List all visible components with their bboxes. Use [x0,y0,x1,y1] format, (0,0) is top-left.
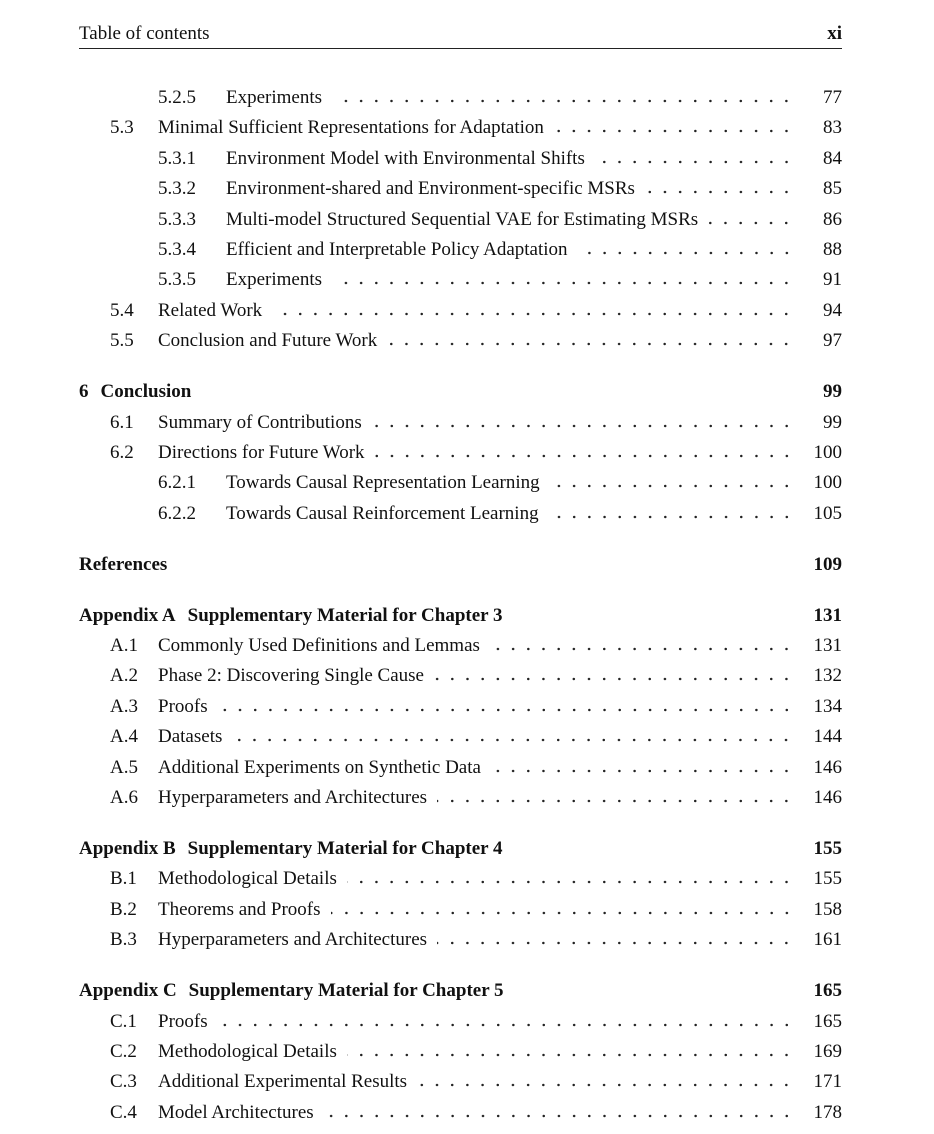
entry-page-number: 131 [813,604,842,626]
entry-page-number: 84 [823,147,842,169]
entry-page-number: 77 [823,87,842,108]
entry-page-number: 165 [813,980,842,1002]
entry-title: Commonly Used Definitions and Lemmas [158,635,480,657]
entry-number: 5.4 [110,299,134,321]
dot-leader [513,617,795,621]
dot-leader [201,393,794,397]
dot-leader [549,515,794,519]
toc-entry-subsection[interactable] [79,144,842,174]
toc-entry-section[interactable] [79,722,842,752]
dot-leader [332,99,794,103]
entry-number: C.2 [110,1040,137,1062]
entry-page-number: 158 [813,898,842,920]
entry-title: Towards Causal Reinforcement Learning [226,502,539,524]
entry-number: A.2 [110,665,138,687]
entry-title: Environment-shared and Environment-specific MSRs [226,178,635,200]
table-of-contents [79,83,842,1128]
entry-number: B.3 [110,929,137,951]
entry-title: Conclusion [100,381,192,403]
toc-entry-section[interactable] [79,1067,842,1097]
toc-entry-section[interactable] [79,408,842,438]
dot-leader [387,342,794,346]
entry-number: 5.3.5 [158,269,196,291]
entry-page-number: 146 [813,786,842,808]
entry-number: 6 [79,381,89,403]
toc-entry-section[interactable] [79,753,842,783]
entry-page-number: 91 [823,269,842,291]
entry-title: Proofs [158,1010,208,1032]
toc-entry-chapter[interactable] [79,976,842,1006]
entry-page-number: 85 [823,178,842,200]
toc-entry-section[interactable] [79,326,842,356]
entry-page-number: 86 [823,208,842,230]
entry-number: 6.2.1 [158,472,196,494]
entry-number: Appendix B [79,837,176,859]
entry-page-number: 100 [813,441,842,463]
entry-title: Environment Model with Environmental Shifts [226,147,585,169]
dot-leader [232,738,794,742]
entry-page-number: 155 [813,868,842,890]
dot-leader [437,799,794,803]
entry-page-number: 146 [813,756,842,778]
dot-leader [437,941,794,945]
toc-entry-subsection[interactable] [79,468,842,498]
entry-title: Methodological Details [158,1040,337,1062]
entry-page-number: 132 [813,665,842,687]
dot-leader [332,281,794,285]
entry-title: Conclusion and Future Work [158,330,378,352]
entry-number: 6.1 [110,411,134,433]
dot-leader [578,251,794,255]
entry-title: Supplementary Material for Chapter 3 [187,604,503,626]
entry-title: Methodological Details [158,868,337,890]
entry-page-number: 171 [813,1071,842,1093]
dot-leader [595,160,794,164]
entry-title: Summary of Contributions [158,411,362,433]
toc-entry-section[interactable] [79,438,842,468]
entry-number: B.2 [110,898,137,920]
entry-title: Hyperparameters and Architectures [158,929,428,951]
entry-page-number: 83 [823,117,842,139]
toc-entry-section[interactable] [79,895,842,925]
toc-entry-subsection[interactable] [79,83,842,113]
entry-title: Proofs [158,695,208,717]
entry-title: Minimal Sufficient Representations for Adaptation [158,117,544,139]
entry-number: 5.3.4 [158,238,196,260]
entry-title: Additional Experimental Results [158,1071,408,1093]
header-title: Table of contents [79,23,210,44]
entry-title: Efficient and Interpretable Policy Adaptation [226,238,568,260]
entry-number: C.3 [110,1071,137,1093]
entry-title: Additional Experiments on Synthetic Data [158,756,481,778]
dot-leader [490,647,794,651]
toc-entry-section[interactable] [79,631,842,661]
toc-entry-chapter[interactable] [79,834,842,864]
entry-number: A.3 [110,695,138,717]
entry-number: C.4 [110,1101,137,1123]
dot-leader [645,190,794,194]
entry-number: 6.2.2 [158,502,196,524]
dot-leader [331,911,794,915]
dot-leader [550,484,794,488]
dot-leader [514,992,794,996]
entry-number: 5.5 [110,330,134,352]
toc-entry-section[interactable] [79,296,842,326]
toc-entry-section[interactable] [79,864,842,894]
entry-page-number: 131 [813,635,842,657]
entry-number: Appendix C [79,980,177,1002]
entry-page-number: 94 [823,299,842,321]
toc-entry-section[interactable] [79,1098,842,1128]
dot-leader [372,424,794,428]
dot-leader [434,677,794,681]
toc-entry-section[interactable] [79,925,842,955]
entry-number: 5.3.2 [158,178,196,200]
toc-entry-section[interactable] [79,113,842,143]
toc-entry-section[interactable] [79,783,842,813]
dot-leader [513,850,795,854]
entry-page-number: 178 [813,1101,842,1123]
entry-page-number: 99 [823,411,842,433]
dot-leader [708,221,794,225]
entry-page-number: 155 [813,837,842,859]
dot-leader [417,1083,794,1087]
entry-page-number: 134 [813,695,842,717]
toc-entry-subsection[interactable] [79,205,842,235]
entry-number: 5.3.3 [158,208,196,230]
entry-number: 5.2.5 [158,87,196,108]
toc-entry-section[interactable] [79,661,842,691]
dot-leader [177,566,794,570]
entry-title: Experiments [226,269,323,291]
entry-title: Phase 2: Discovering Single Cause [158,665,424,687]
entry-title: Theorems and Proofs [158,898,321,920]
entry-page-number: 99 [823,381,842,403]
entry-page-number: 144 [813,726,842,748]
toc-entry-subsection[interactable] [79,265,842,295]
entry-number: 5.3 [110,117,134,139]
entry-page-number: 105 [813,502,842,524]
toc-entry-section[interactable] [79,692,842,722]
entry-title: Datasets [158,726,223,748]
dot-leader [554,129,794,133]
entry-title: Model Architectures [158,1101,314,1123]
entry-number: A.1 [110,635,138,657]
dot-leader [491,769,794,773]
entry-number: A.4 [110,726,138,748]
toc-entry-subsection[interactable] [79,174,842,204]
dot-leader [218,1023,794,1027]
entry-number: B.1 [110,868,137,890]
toc-entry-chapter[interactable] [79,601,842,631]
entry-title: Multi-model Structured Sequential VAE for Estimating MSRs [226,208,699,230]
entry-title: References [79,553,168,575]
toc-entry-section[interactable] [79,1037,842,1067]
running-header [79,22,842,49]
entry-number: A.6 [110,786,138,808]
entry-number: C.1 [110,1010,137,1032]
dot-leader [347,1053,794,1057]
entry-page-number: 88 [823,238,842,260]
entry-page-number: 169 [813,1040,842,1062]
entry-title: Towards Causal Representation Learning [226,472,540,494]
dot-leader [218,708,794,712]
toc-entry-subsection[interactable] [79,235,842,265]
entry-page-number: 100 [813,472,842,494]
dot-leader [347,880,794,884]
entry-page-number: 109 [813,553,842,575]
entry-number: 6.2 [110,441,134,463]
entry-page-number: 165 [813,1010,842,1032]
toc-entry-chapter[interactable] [79,377,842,407]
entry-title: Related Work [158,299,263,321]
dot-leader [272,312,794,316]
entry-number: Appendix A [79,604,176,626]
entry-title: Supplementary Material for Chapter 4 [187,837,503,859]
entry-page-number: 97 [823,330,842,352]
entry-page-number: 161 [813,929,842,951]
entry-title: Directions for Future Work [158,441,365,463]
entry-title: Experiments [226,87,323,108]
dot-leader [375,454,794,458]
header-page-number: xi [827,23,842,44]
entry-number: 5.3.1 [158,147,196,169]
toc-entry-chapter[interactable] [79,550,842,580]
entry-title: Hyperparameters and Architectures [158,786,428,808]
entry-number: A.5 [110,756,138,778]
entry-title: Supplementary Material for Chapter 5 [188,980,504,1002]
toc-entry-subsection[interactable] [79,499,842,529]
dot-leader [324,1114,794,1118]
toc-entry-section[interactable] [79,1007,842,1037]
